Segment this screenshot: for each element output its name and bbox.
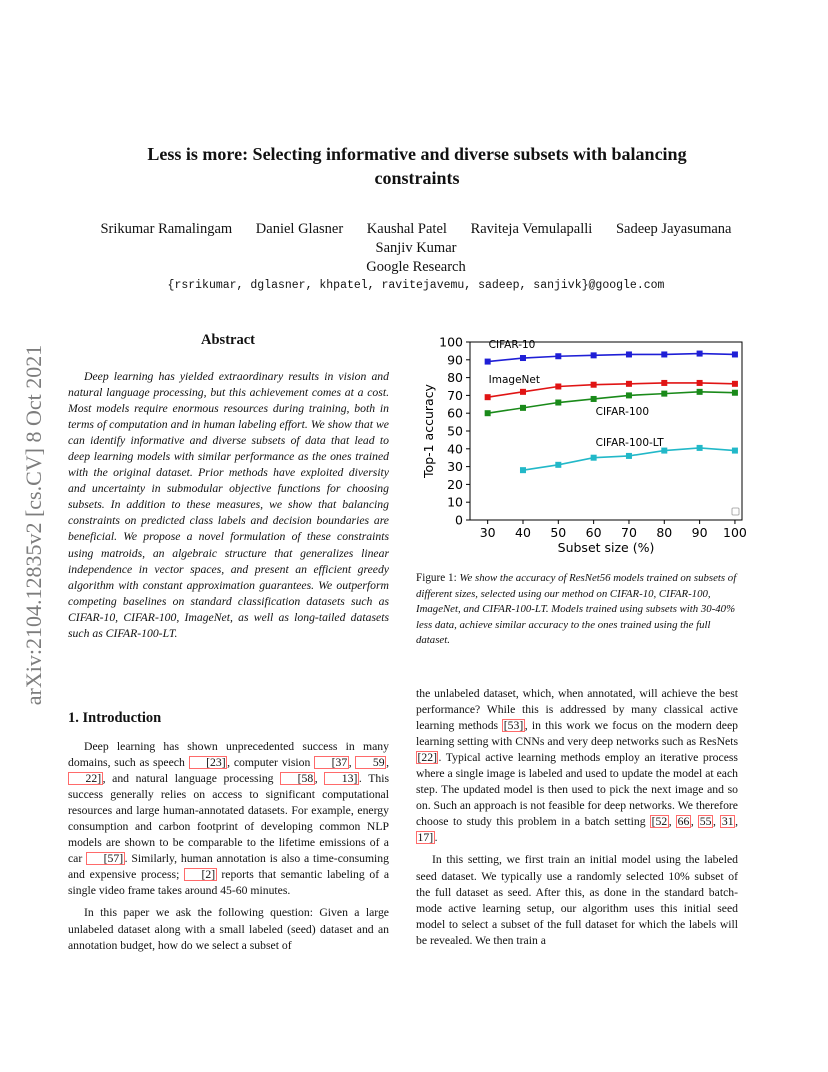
data-point: [732, 351, 738, 357]
data-point: [697, 380, 703, 386]
data-point: [697, 445, 703, 451]
paragraph-text: In this paper we ask the following question: Given a large unlabeled dataset along with a small labeled (seed) dataset and an annotation budget, how do we select a subset of: [68, 906, 389, 952]
y-tick-label: 50: [447, 423, 463, 439]
series-line: [523, 448, 735, 470]
author-block: [60, 220, 772, 277]
x-tick-label: 80: [656, 525, 673, 540]
data-point: [591, 382, 597, 388]
y-tick-label: 90: [447, 352, 463, 368]
citation-link[interactable]: 55: [699, 815, 712, 829]
data-point: [661, 391, 667, 397]
paragraph-text: ,: [348, 756, 356, 770]
data-point: [485, 394, 491, 400]
citation-link[interactable]: 22]: [68, 772, 103, 785]
y-tick-label: 40: [447, 441, 463, 457]
paragraph-text: . Typical active learning methods employ an iterative process where a single image is labeled and used to update the model at each step. The updated model is then used to pick the next image and so on. Such an approach is not feasible for deep networks. We therefore choose to study this problem in a batch setting: [416, 751, 738, 829]
paragraph-text: , computer vision: [227, 756, 315, 770]
abstract-heading: Abstract: [201, 332, 255, 348]
citation-link[interactable]: [53]: [503, 719, 524, 733]
data-point: [661, 351, 667, 357]
paragraph-text: Deep learning has shown unprecedented success in many domains, such as speech: [68, 740, 389, 770]
data-point: [555, 400, 561, 406]
data-point: [555, 384, 561, 390]
caption-label: Figure 1:: [416, 572, 460, 584]
author-name: Kaushal Patel: [366, 221, 447, 237]
paragraph: [416, 852, 738, 948]
y-tick-label: 10: [447, 494, 463, 510]
y-tick-label: 20: [447, 476, 463, 492]
author-names: [60, 220, 772, 239]
citation-link[interactable]: [2]: [184, 868, 217, 881]
data-point: [485, 359, 491, 365]
x-tick-label: 40: [515, 525, 531, 540]
paragraph-text: ,: [712, 815, 721, 829]
data-point: [591, 352, 597, 358]
intro-left-column: [68, 739, 389, 960]
x-tick-label: 90: [691, 525, 708, 540]
paragraph-text: the unlabeled dataset, which, when annotated, will achieve the best performance? While this is addressed by many classical active learning methods: [416, 687, 738, 733]
author-name: Daniel Glasner: [255, 221, 344, 237]
paragraph-text: In this setting, we first train an initial model using the labeled seed dataset. We typically use a randomly selected 10% subset of the full dataset as seed. After this, as done in the standard batch-mode active learning setup, our algorithm uses this initial seed model to select a subset of the full dataset for which the labels will be revealed. We then train a: [416, 853, 738, 947]
data-point: [697, 389, 703, 395]
y-tick-label: 100: [439, 334, 463, 350]
citation-link[interactable]: [37: [314, 756, 349, 769]
citation-link[interactable]: [22]: [417, 751, 437, 765]
figure-caption: [416, 571, 738, 649]
legend-box: [732, 508, 739, 515]
intro-right-column: [416, 686, 738, 955]
data-point: [661, 380, 667, 386]
citation-link[interactable]: 66: [677, 815, 690, 829]
data-point: [555, 353, 561, 359]
paragraph-text: , in this work we focus on the modern deep learning setting with CNNs and very deep networks such as ResNets: [416, 719, 738, 749]
data-point: [520, 467, 526, 473]
data-point: [485, 410, 491, 416]
series-label: CIFAR-100-LT: [595, 437, 664, 450]
author-name: Sadeep Jayasumana: [615, 221, 732, 237]
series-label: CIFAR-10: [488, 339, 536, 352]
citation-link[interactable]: [58: [280, 772, 315, 785]
paragraph-text: .: [434, 831, 438, 845]
citation-link[interactable]: [57]: [86, 852, 124, 865]
author-emails: {rsrikumar, dglasner, khpatel, ravitejavemu, sadeep, sanjivk}@google.com: [167, 279, 665, 292]
y-tick-label: 0: [455, 512, 463, 528]
data-point: [591, 396, 597, 402]
data-point: [520, 355, 526, 361]
paragraph-text: , and natural language processing: [102, 772, 281, 786]
citation-link[interactable]: [23]: [189, 756, 227, 769]
arxiv-identifier: [14, 295, 54, 755]
citation-link[interactable]: [52: [651, 815, 668, 829]
y-tick-label: 30: [447, 459, 463, 475]
author-name: Srikumar Ramalingam: [100, 221, 233, 237]
paper-title: [90, 142, 744, 190]
data-point: [520, 389, 526, 395]
title-line-2: constraints: [374, 168, 460, 188]
series-label: CIFAR-100: [595, 405, 650, 418]
paragraph-text: ,: [668, 815, 677, 829]
introduction-heading: 1. Introduction: [68, 710, 162, 726]
data-point: [732, 448, 738, 454]
y-tick-label: 70: [447, 387, 463, 403]
citation-link[interactable]: 13]: [324, 772, 359, 785]
paragraph-text: ,: [735, 815, 738, 829]
paragraph-text: ,: [690, 815, 699, 829]
data-point: [732, 390, 738, 396]
author-name-line2: Sanjiv Kumar: [375, 240, 457, 256]
affiliation: Google Research: [366, 259, 466, 275]
caption-text: We show the accuracy of ResNet56 models trained on subsets of different sizes, selected using our method on CIFAR-10, CIFAR-100, ImageNet, and CIFAR-100-LT. Models trained using subsets with 30-40% less data, achieve similar accuracy to the ones trained using the full dataset.: [416, 572, 737, 646]
citation-link[interactable]: 59: [355, 756, 386, 769]
title-line-1: Less is more: Selecting informative and diverse subsets with balancing: [147, 144, 687, 164]
x-tick-label: 30: [479, 525, 496, 540]
paragraph-text: . This success generally relies on access to significant computational resources and large human-annotated datasets. For example, energy consumption and carbon footprint of developing common NLP models are shown to be comparable to the lifetime emissions of a car: [68, 772, 389, 866]
x-tick-label: 60: [585, 525, 602, 540]
y-tick-label: 60: [447, 405, 463, 421]
paragraph-text: ,: [386, 756, 390, 770]
abstract-text: Deep learning has yielded extraordinary results in vision and natural language processing, but this achievement comes at a cost. Most models require enormous resources during training, both in terms of computation and in human labeling effort. We show that we can identify informative and diverse subsets of data that lead to deep learning models with similar performance as the ones trained with the original dataset. Prior methods have exploited diversity and uncertainty in submodular objective functions for choosing subsets. In addition to these measures, we show that balancing constraints on predicted class labels and decision boundaries are beneficial. We propose a novel formulation of these constraints using matroids, an algebraic structure that generalizes linear independence in vector spaces, and present an efficient greedy algorithm with constant approximation guarantees. We outperform competing baselines on standard classification datasets such as CIFAR-10, CIFAR-100, ImageNet, as well as long-tailed datasets such as CIFAR-100-LT.: [68, 370, 389, 640]
data-point: [626, 453, 632, 459]
data-point: [626, 381, 632, 387]
arxiv-id-text: arXiv:2104.12835v2 [cs.CV] 8 Oct 2021: [21, 344, 46, 706]
paragraph: [416, 686, 738, 846]
paragraph: [68, 905, 389, 953]
data-point: [591, 455, 597, 461]
x-tick-label: 100: [723, 525, 747, 540]
y-axis-label: Top-1 accuracy: [421, 384, 436, 478]
data-point: [555, 462, 561, 468]
data-point: [626, 392, 632, 398]
plot-frame: [470, 342, 742, 520]
series-label: ImageNet: [488, 373, 540, 386]
x-axis-label: Subset size (%): [557, 540, 655, 555]
data-point: [732, 381, 738, 387]
paragraph: [68, 739, 389, 899]
x-tick-label: 70: [621, 525, 637, 540]
author-name: Raviteja Vemulapalli: [470, 221, 593, 237]
data-point: [697, 351, 703, 357]
y-tick-label: 80: [447, 370, 463, 386]
data-point: [520, 405, 526, 411]
paragraph-text: . Similarly, human annotation is also a time-consuming and expensive process;: [68, 852, 389, 882]
citation-link[interactable]: 17]: [417, 831, 434, 845]
data-point: [626, 351, 632, 357]
x-tick-label: 50: [550, 525, 567, 540]
paragraph-text: ,: [314, 772, 325, 786]
accuracy-line-chart: [410, 332, 750, 557]
paragraph-text: reports that semantic labeling of a single video frame takes around 45-60 minutes.: [68, 868, 390, 898]
citation-link[interactable]: 31: [721, 815, 734, 829]
